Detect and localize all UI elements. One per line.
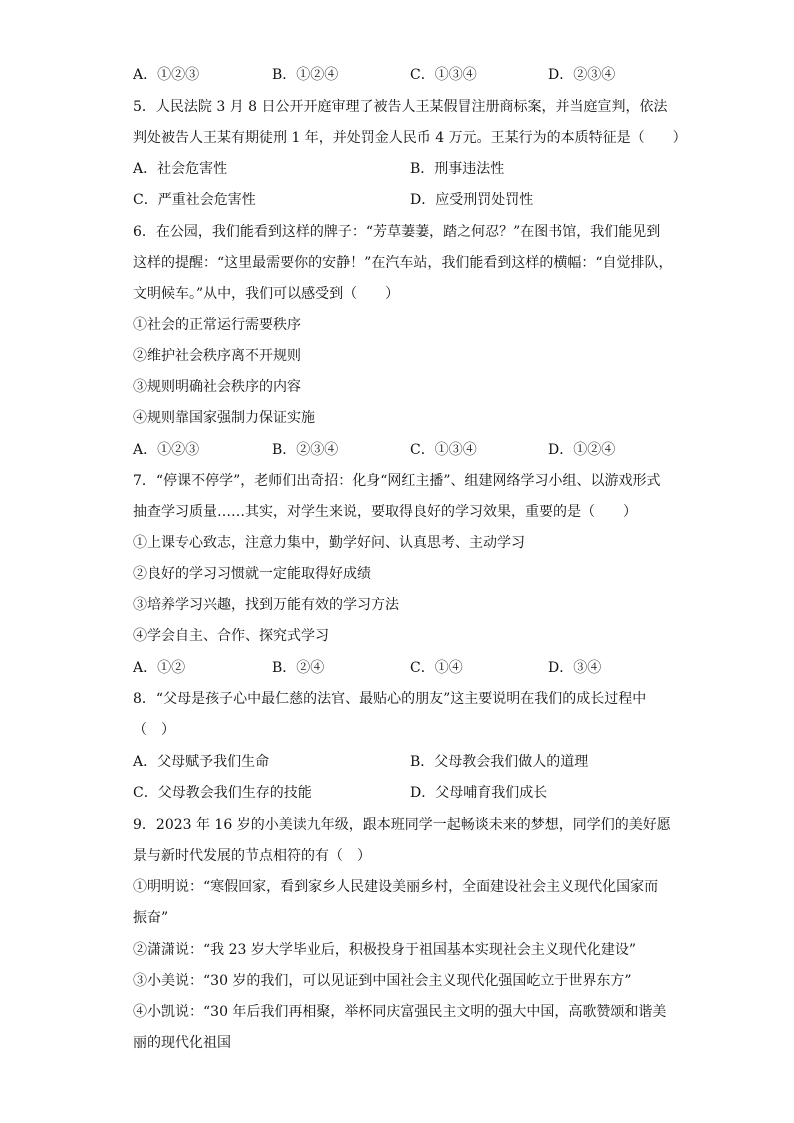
q4-option-b[interactable]: B．①②④ xyxy=(272,67,339,83)
q8-stem-line-1: 8．“父母是孩子心中最仁慈的法官、最贴心的朋友”这主要说明在我们的成长过程中 xyxy=(133,691,647,707)
q7-statement-4: ④学会自主、合作、探究式学习 xyxy=(133,628,329,644)
q7-option-d[interactable]: D．③④ xyxy=(548,660,602,676)
q7-stem-line-2: 抽查学习质量……其实，对学生来说，要取得良好的学习效果，重要的是（ ） xyxy=(133,504,637,520)
q5-option-c[interactable]: C．严重社会危害性 xyxy=(133,192,256,208)
q5-stem-line-1: 5．人民法院 3 月 8 日公开开庭审理了被告人王某假冒注册商标案，并当庭宣判，依法 xyxy=(133,99,668,115)
q9-statement-4: ④小凯说：“30 年后我们再相聚，举杯同庆富强民主文明的强大中国，高歌赞颂和谐美 xyxy=(133,1004,667,1020)
q4-option-d[interactable]: D．②③④ xyxy=(548,67,616,83)
q7-statement-1: ①上课专心致志，注意力集中，勤学好问、认真思考、主动学习 xyxy=(133,535,525,551)
q6-option-a[interactable]: A．①②③ xyxy=(133,442,200,458)
q9-statement-4-cont: 丽的现代化祖国 xyxy=(133,1035,231,1051)
q5-option-b[interactable]: B．刑事违法性 xyxy=(410,161,505,177)
q5-option-d[interactable]: D．应受刑罚处罚性 xyxy=(410,192,534,208)
q6-statement-2: ②维护社会秩序离不开规则 xyxy=(133,348,301,364)
q6-option-b[interactable]: B．②③④ xyxy=(272,442,339,458)
q6-stem-line-2: 这样的提醒：“这里最需要你的安静！”在汽车站，我们能看到这样的横幅：“自觉排队， xyxy=(133,255,673,271)
q9-statement-1-cont: 振奋” xyxy=(133,910,169,926)
q7-option-b[interactable]: B．②④ xyxy=(272,660,325,676)
q4-option-a[interactable]: A．①②③ xyxy=(133,67,200,83)
q9-stem-line-1: 9．2023 年 16 岁的小美读九年级，跟本班同学一起畅谈未来的梦想，同学们的美好愿 xyxy=(133,817,671,833)
q8-option-a[interactable]: A．父母赋予我们生命 xyxy=(133,754,270,770)
q9-statement-3: ③小美说：“30 岁的我们，可以见证到中国社会主义现代化强国屹立于世界东方” xyxy=(133,973,632,989)
q7-option-a[interactable]: A．①② xyxy=(133,660,186,676)
q8-stem-line-2: （ ） xyxy=(133,722,175,738)
q5-option-a[interactable]: A．社会危害性 xyxy=(133,161,228,177)
q4-option-c[interactable]: C．①③④ xyxy=(410,67,477,83)
q6-statement-3: ③规则明确社会秩序的内容 xyxy=(133,379,301,395)
q6-option-c[interactable]: C．①③④ xyxy=(410,442,477,458)
q9-statement-1: ①明明说：“寒假回家，看到家乡人民建设美丽乡村，全面建设社会主义现代化国家而 xyxy=(133,879,659,895)
q7-stem-line-1: 7．“停课不停学”，老师们出奇招：化身“网红主播”、组建网络学习小组、以游戏形式 xyxy=(133,473,661,489)
q9-stem-line-2: 景与新时代发展的节点相符的有（ ） xyxy=(133,848,371,864)
q7-statement-2: ②良好的学习习惯就一定能取得好成绩 xyxy=(133,566,371,582)
q8-option-b[interactable]: B．父母教会我们做人的道理 xyxy=(410,754,589,770)
q7-statement-3: ③培养学习兴趣，找到万能有效的学习方法 xyxy=(133,597,399,613)
q9-statement-2: ②潇潇说：“我 23 岁大学毕业后，积极投身于祖国基本实现社会主义现代化建设” xyxy=(133,942,637,958)
q5-stem-line-2: 判处被告人王某有期徒刑 1 年，并处罚金人民币 4 万元。王某行为的本质特征是（ ） xyxy=(133,130,687,146)
q6-statement-1: ①社会的正常运行需要秩序 xyxy=(133,317,301,333)
q6-stem-line-1: 6．在公园，我们能看到这样的牌子：“芳草萋萋，踏之何忍？”在图书馆，我们能见到 xyxy=(133,224,661,240)
q6-statement-4: ④规则靠国家强制力保证实施 xyxy=(133,410,315,426)
q8-option-c[interactable]: C．父母教会我们生存的技能 xyxy=(133,785,312,801)
q6-option-d[interactable]: D．①②④ xyxy=(548,442,616,458)
q7-option-c[interactable]: C．①④ xyxy=(410,660,463,676)
q6-stem-line-3: 文明候车。”从中，我们可以感受到（ ） xyxy=(133,286,400,302)
q8-option-d[interactable]: D．父母哺育我们成长 xyxy=(410,785,548,801)
